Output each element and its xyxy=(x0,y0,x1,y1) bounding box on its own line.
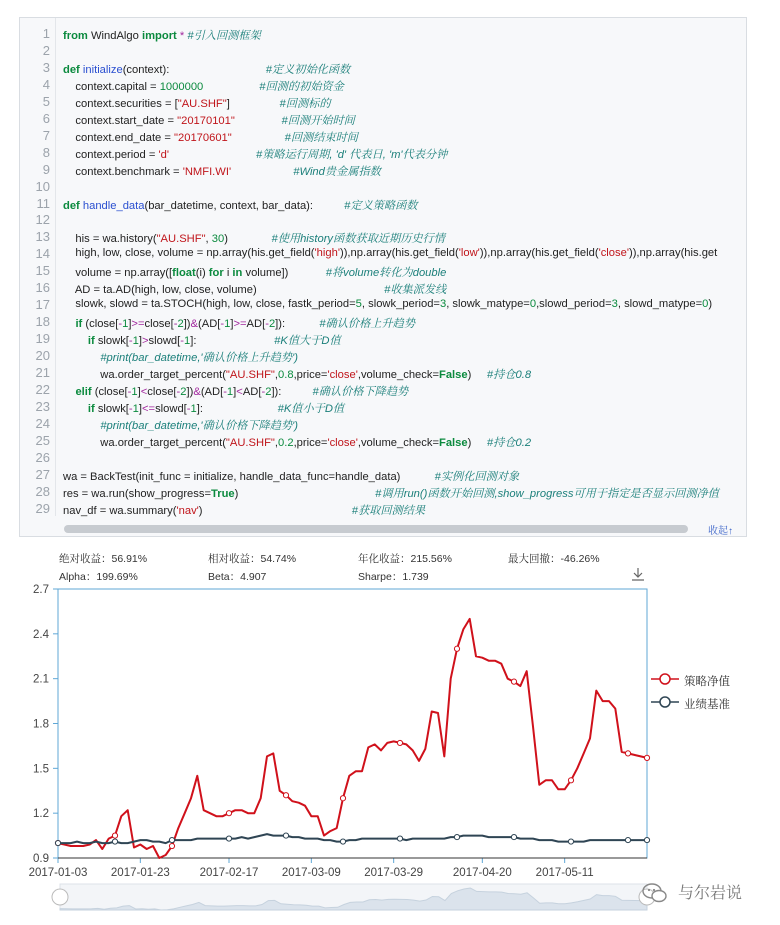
x-tick-label: 2017-03-29 xyxy=(364,867,424,879)
line-number: 5 xyxy=(42,93,50,109)
stat-sharpe: Sharpe：1.739 xyxy=(358,571,429,583)
code-token: #回测的初始资金 xyxy=(259,80,344,93)
code-line xyxy=(63,400,344,416)
code-token: ] xyxy=(138,402,142,415)
code-token: )),np.array(his.get_field( xyxy=(339,247,459,260)
code-token: (i) xyxy=(195,267,209,280)
code-token: 2 xyxy=(268,318,276,331)
y-tick-label: 0.9 xyxy=(33,853,49,865)
code-token: 'NMFI.WI' xyxy=(182,165,232,178)
legend-benchmark-icon xyxy=(650,695,680,709)
line-number: 23 xyxy=(35,398,50,414)
x-tick-label: 2017-05-11 xyxy=(535,867,594,879)
code-token: wa = BackTest(init_func = initialize, handle_data_func=handle_data) xyxy=(63,470,435,483)
code-token: #Wind贵金属指数 xyxy=(293,165,381,178)
code-token: , slowk_period= xyxy=(361,298,440,311)
code-line xyxy=(63,417,298,433)
line-number: 20 xyxy=(35,348,50,364)
code-line xyxy=(63,434,531,450)
stat-absolute-return: 绝对收益：56.91% xyxy=(59,553,148,565)
line-number: 11 xyxy=(36,195,50,211)
code-token: #回测开始时间 xyxy=(281,114,355,127)
code-token: def xyxy=(63,63,80,76)
code-token: ) xyxy=(467,369,487,381)
line-number: 15 xyxy=(35,263,50,279)
benchmark-line-point xyxy=(625,837,630,842)
code-token: ) xyxy=(224,233,272,246)
code-token: - xyxy=(261,385,266,398)
code-token: ,slowd_period= xyxy=(536,298,612,311)
code-token: (close[ xyxy=(82,318,119,331)
benchmark-line-point xyxy=(511,834,516,839)
code-token: "AU.SHF" xyxy=(225,369,275,381)
code-token: ] xyxy=(233,385,237,398)
code-token: context.start_date = xyxy=(63,114,178,127)
code-token: his = wa.history( xyxy=(63,233,157,246)
code-token: >= xyxy=(233,318,247,331)
line-number: 17 xyxy=(35,297,50,313)
x-tick-label: 2017-01-03 xyxy=(28,867,88,879)
code-line xyxy=(63,332,341,348)
code-line xyxy=(63,129,358,145)
code-token: ] xyxy=(128,318,132,331)
code-token: 1 xyxy=(131,385,138,398)
code-token: slowk, slowd = ta.STOCH(high, low, close, fastk_period= xyxy=(63,298,356,311)
code-token: (AD[ xyxy=(198,318,221,331)
code-token: #定义策略函数 xyxy=(344,199,418,212)
line-number: 19 xyxy=(35,331,50,347)
code-token: > xyxy=(142,335,149,348)
code-token: "AU.SHF" xyxy=(156,233,206,246)
code-token: 'nav' xyxy=(176,504,199,517)
benchmark-line-point xyxy=(568,839,573,844)
code-token: - xyxy=(180,335,184,348)
line-number-gutter xyxy=(20,18,56,516)
code-token: - xyxy=(128,335,133,348)
code-token: #确认价格下降趋势 xyxy=(312,385,409,398)
code-token: 0 xyxy=(529,298,537,311)
line-number: 7 xyxy=(42,127,50,143)
code-token: ] xyxy=(137,385,141,398)
strategy-line-point xyxy=(454,646,459,651)
plot-area xyxy=(58,589,647,858)
code-token: 1 xyxy=(184,335,191,348)
x-tick-label: 2017-04-20 xyxy=(452,867,512,879)
code-token: volume]) xyxy=(242,267,326,280)
code-token: ] xyxy=(230,318,234,331)
code-token: def xyxy=(63,199,80,212)
code-token xyxy=(203,81,259,93)
line-number: 28 xyxy=(35,483,50,499)
code-token xyxy=(169,149,256,161)
code-token xyxy=(235,115,282,127)
code-line xyxy=(63,27,261,43)
code-token: context.end_date = xyxy=(63,131,175,144)
line-number: 13 xyxy=(35,229,50,245)
code-token: ,price= xyxy=(293,436,328,449)
code-token: 1000000 xyxy=(159,80,204,93)
strategy-line-point xyxy=(112,833,117,838)
code-token: if xyxy=(87,402,95,415)
code-token: - xyxy=(173,318,178,331)
code-token: ]: xyxy=(190,335,275,348)
code-line xyxy=(63,264,446,280)
benchmark-line-point xyxy=(226,836,231,841)
code-token: , xyxy=(274,436,278,449)
line-number: 21 xyxy=(35,365,50,380)
nav-line-chart xyxy=(0,578,780,925)
code-token: 'close' xyxy=(327,369,358,381)
code-token: in xyxy=(232,267,243,280)
line-number: 16 xyxy=(35,280,50,296)
code-token: ]) xyxy=(183,318,191,331)
code-token: #print(bar_datetime,'确认价格下降趋势') xyxy=(100,419,298,432)
code-token: , xyxy=(274,369,278,381)
code-token: nav_df = wa.summary( xyxy=(63,504,177,517)
code-line xyxy=(63,502,425,518)
y-tick-label: 1.2 xyxy=(33,808,49,821)
benchmark-line-point xyxy=(397,836,402,841)
strategy-line-point xyxy=(397,740,402,745)
strategy-line-point xyxy=(511,679,516,684)
code-token: wa.order_target_percent( xyxy=(63,369,226,381)
code-token: close[ xyxy=(144,318,174,331)
legend-strategy-icon xyxy=(650,672,680,686)
code-token: #定义初始化函数 xyxy=(265,63,351,76)
code-token xyxy=(63,420,100,432)
strategy-line-point xyxy=(283,793,288,798)
code-token: ,volume_check= xyxy=(357,369,439,381)
code-token: AD = ta.AD(high, low, close, volume) xyxy=(63,284,385,297)
code-token: "AU.SHF" xyxy=(225,436,275,449)
code-token: if xyxy=(87,335,95,348)
code-token: <= xyxy=(142,402,156,415)
code-token: ,price= xyxy=(293,369,328,381)
code-token: - xyxy=(223,385,227,398)
strategy-line xyxy=(58,619,647,858)
line-number: 14 xyxy=(35,246,50,262)
benchmark-line-point xyxy=(169,837,174,842)
code-token: 30 xyxy=(211,233,225,246)
code-token: )),np.array(his.get_field( xyxy=(479,247,599,260)
code-token: AD[ xyxy=(246,318,266,331)
code-token: 0 xyxy=(702,298,709,311)
code-token: (context): xyxy=(122,63,266,76)
code-token: from xyxy=(63,30,88,42)
code-token: ) xyxy=(708,298,713,311)
code-token: slowd[ xyxy=(148,335,181,348)
benchmark-line-point xyxy=(55,840,60,845)
code-token: #持仓0.8 xyxy=(486,369,532,381)
code-token: WindAlgo xyxy=(87,30,142,42)
code-token: 'close' xyxy=(598,247,629,260)
code-token: context.period = xyxy=(63,148,159,161)
line-number: 3 xyxy=(42,59,50,75)
code-token: 1 xyxy=(132,402,139,415)
line-number: 27 xyxy=(35,466,50,482)
code-token: (bar_datetime, context, bar_data): xyxy=(144,199,345,212)
code-line xyxy=(63,485,719,501)
code-token xyxy=(63,352,100,364)
code-token: 1 xyxy=(226,385,234,398)
stat-beta: Beta：4.907 xyxy=(208,571,267,583)
code-token: #调用run()函数开始回测,show_progress可用于指定是否显示回测净值 xyxy=(375,487,719,500)
code-token: )),np.array(his.get xyxy=(628,247,718,260)
code-line xyxy=(63,281,446,297)
code-token: #确认价格上升趋势 xyxy=(319,318,416,331)
zoom-handle-left[interactable] xyxy=(52,889,68,905)
stat-relative-return: 相对收益：54.74% xyxy=(208,553,297,565)
x-tick-label: 2017-01-23 xyxy=(110,867,170,879)
code-token xyxy=(63,403,88,415)
code-token: - xyxy=(220,318,225,331)
code-token: ] xyxy=(226,97,280,110)
x-tick-label: 2017-02-17 xyxy=(199,867,259,879)
code-token: elif xyxy=(75,385,92,398)
benchmark-line xyxy=(58,834,647,843)
line-number: 10 xyxy=(35,178,50,194)
stat-annual-return: 年化收益：215.56% xyxy=(358,553,452,565)
wechat-icon xyxy=(641,882,669,904)
stat-alpha: Alpha：199.69% xyxy=(59,571,138,583)
code-token: i xyxy=(223,267,233,280)
code-token xyxy=(63,386,75,398)
code-line xyxy=(63,163,381,179)
code-token: , slowd_matype= xyxy=(617,298,703,311)
code-token: >= xyxy=(131,318,145,331)
y-tick-label: 1.5 xyxy=(33,763,49,776)
code-token: 3 xyxy=(439,298,447,311)
code-token: * xyxy=(176,30,185,42)
code-token: slowk[ xyxy=(94,402,129,415)
code-token: if xyxy=(75,318,83,331)
benchmark-line-point xyxy=(112,839,117,844)
code-token: ]: xyxy=(196,402,278,415)
code-token: #回测标的 xyxy=(279,97,331,110)
code-line xyxy=(63,230,445,246)
code-token xyxy=(232,132,285,144)
code-line xyxy=(63,247,717,259)
code-token: #获取回测结果 xyxy=(351,504,426,517)
code-token: ) xyxy=(467,436,487,449)
legend-benchmark[interactable]: 业绩基准 xyxy=(684,699,730,711)
line-number: 29 xyxy=(35,500,50,516)
code-token: - xyxy=(118,318,123,331)
benchmark-line-point xyxy=(340,839,345,844)
code-panel xyxy=(19,17,747,537)
code-token: 5 xyxy=(355,298,362,311)
code-line xyxy=(63,61,350,77)
code-token xyxy=(63,335,88,347)
code-line xyxy=(63,366,531,382)
code-token: volume = np.array([ xyxy=(63,267,173,280)
code-token: 2 xyxy=(177,318,184,331)
code-token: #持仓0.2 xyxy=(486,436,532,449)
code-token: 'd' xyxy=(158,148,169,161)
code-token: initialize xyxy=(82,63,123,76)
code-token: ) xyxy=(198,504,352,517)
code-token: #将volume转化为double xyxy=(325,267,447,280)
code-token: 0.8 xyxy=(278,369,294,381)
benchmark-line-point xyxy=(283,833,288,838)
code-token: - xyxy=(176,385,181,398)
code-token xyxy=(231,166,293,178)
strategy-line-point xyxy=(169,843,174,848)
code-token: "AU.SHF" xyxy=(177,97,227,110)
code-token: 2 xyxy=(265,385,272,398)
y-tick-label: 2.1 xyxy=(33,673,49,686)
line-number: 4 xyxy=(42,76,50,92)
line-number: 2 xyxy=(42,42,50,58)
code-token: "20170101" xyxy=(177,114,235,127)
code-token: context.securities = [ xyxy=(63,97,178,110)
code-token: ]) xyxy=(186,385,194,398)
code-token: 1 xyxy=(190,402,197,415)
code-token: #print(bar_datetime,'确认价格上升趋势') xyxy=(100,352,298,365)
code-line xyxy=(63,146,447,162)
code-token: ]): xyxy=(271,385,313,398)
code-token: AD[ xyxy=(242,385,262,398)
code-token: "20170601" xyxy=(174,131,232,144)
line-number: 1 xyxy=(42,26,50,41)
collapse-button[interactable]: 收起↑ xyxy=(708,526,733,537)
code-token: 3 xyxy=(611,298,618,311)
strategy-line-point xyxy=(625,751,630,756)
code-token: #引入回测框架 xyxy=(184,30,261,42)
code-token: - xyxy=(128,402,133,415)
code-token: (AD[ xyxy=(200,385,224,398)
code-token: False xyxy=(439,436,468,449)
code-token: import xyxy=(141,30,177,42)
code-line xyxy=(63,298,712,310)
line-number: 24 xyxy=(35,415,50,431)
code-token: < xyxy=(140,385,148,398)
code-token: handle_data xyxy=(82,199,145,212)
code-token: 1 xyxy=(122,318,129,331)
code-token: #策略运行周期, 'd' 代表日, 'm'代表分钟 xyxy=(256,148,448,161)
code-token: slowd[ xyxy=(155,402,187,415)
code-token: , slowk_matype= xyxy=(446,298,530,311)
code-line xyxy=(63,349,298,365)
line-number: 26 xyxy=(35,449,50,465)
code-line xyxy=(63,383,408,399)
code-token: slowk[ xyxy=(94,335,129,348)
code-token xyxy=(63,318,75,330)
line-number: 8 xyxy=(42,144,50,160)
code-line xyxy=(63,197,417,213)
code-line xyxy=(63,468,519,484)
code-token: #K值小于D值 xyxy=(277,402,345,415)
code-token: 1 xyxy=(224,318,231,331)
y-tick-label: 1.8 xyxy=(33,718,49,731)
code-token: 'high' xyxy=(314,247,340,260)
code-token: True xyxy=(211,487,235,500)
code-token: , xyxy=(205,233,212,246)
code-token: 'low' xyxy=(458,247,480,260)
code-token: high, low, close, volume = np.array(his.get_field( xyxy=(63,247,315,260)
code-token: (close[ xyxy=(91,385,128,398)
strategy-line-point xyxy=(568,778,573,783)
line-number: 18 xyxy=(35,314,50,330)
code-token: ,volume_check= xyxy=(357,436,439,449)
code-token: & xyxy=(193,385,201,398)
code-token: 'close' xyxy=(327,436,358,449)
code-token: #K值大于D值 xyxy=(274,335,341,348)
y-tick-label: 2.7 xyxy=(33,584,49,596)
code-token: wa.order_target_percent( xyxy=(63,436,226,449)
line-number: 25 xyxy=(35,432,50,448)
strategy-line-point xyxy=(644,755,649,760)
code-token: #回测结束时间 xyxy=(284,131,358,144)
code-token: for xyxy=(208,267,224,280)
watermark-text: 与尔岩说 xyxy=(678,885,743,902)
code-token: #使用history函数获取近期历史行情 xyxy=(271,233,445,246)
benchmark-line-point xyxy=(644,837,649,842)
code-token: < xyxy=(236,385,243,398)
code-token: - xyxy=(265,318,269,331)
code-token: context.capital = xyxy=(63,80,160,93)
stat-max-drawdown: 最大回撤：-46.26% xyxy=(508,553,600,565)
legend-strategy[interactable]: 策略净值 xyxy=(684,676,730,688)
code-token: 2 xyxy=(180,385,187,398)
code-token: ] xyxy=(138,335,142,348)
code-token: #收集派发线 xyxy=(384,284,447,297)
y-tick-label: 2.4 xyxy=(33,628,49,641)
code-token: False xyxy=(439,369,468,381)
code-token: #实例化回测对象 xyxy=(434,470,520,483)
line-number: 9 xyxy=(42,161,50,177)
code-token: 0.2 xyxy=(278,436,294,449)
code-token: - xyxy=(127,385,132,398)
code-token: ) xyxy=(234,487,376,500)
code-token: float xyxy=(172,267,196,280)
horizontal-scrollbar[interactable] xyxy=(64,525,688,533)
code-token: close[ xyxy=(147,385,177,398)
strategy-line-point xyxy=(340,796,345,801)
line-number: 6 xyxy=(42,110,50,126)
code-token: - xyxy=(186,402,191,415)
code-token: res = wa.run(show_progress= xyxy=(63,487,211,500)
benchmark-line-point xyxy=(454,834,459,839)
code-line xyxy=(63,78,344,94)
line-number: 22 xyxy=(35,381,50,397)
code-token: ]): xyxy=(275,318,320,331)
strategy-line-point xyxy=(226,811,231,816)
code-line xyxy=(63,112,355,128)
code-line xyxy=(63,95,331,111)
code-token: & xyxy=(190,318,199,331)
code-token: 1 xyxy=(132,335,139,348)
code-line xyxy=(63,315,415,331)
line-number: 12 xyxy=(35,212,50,228)
code-token: context.benchmark = xyxy=(63,165,183,178)
x-tick-label: 2017-03-09 xyxy=(281,867,341,879)
